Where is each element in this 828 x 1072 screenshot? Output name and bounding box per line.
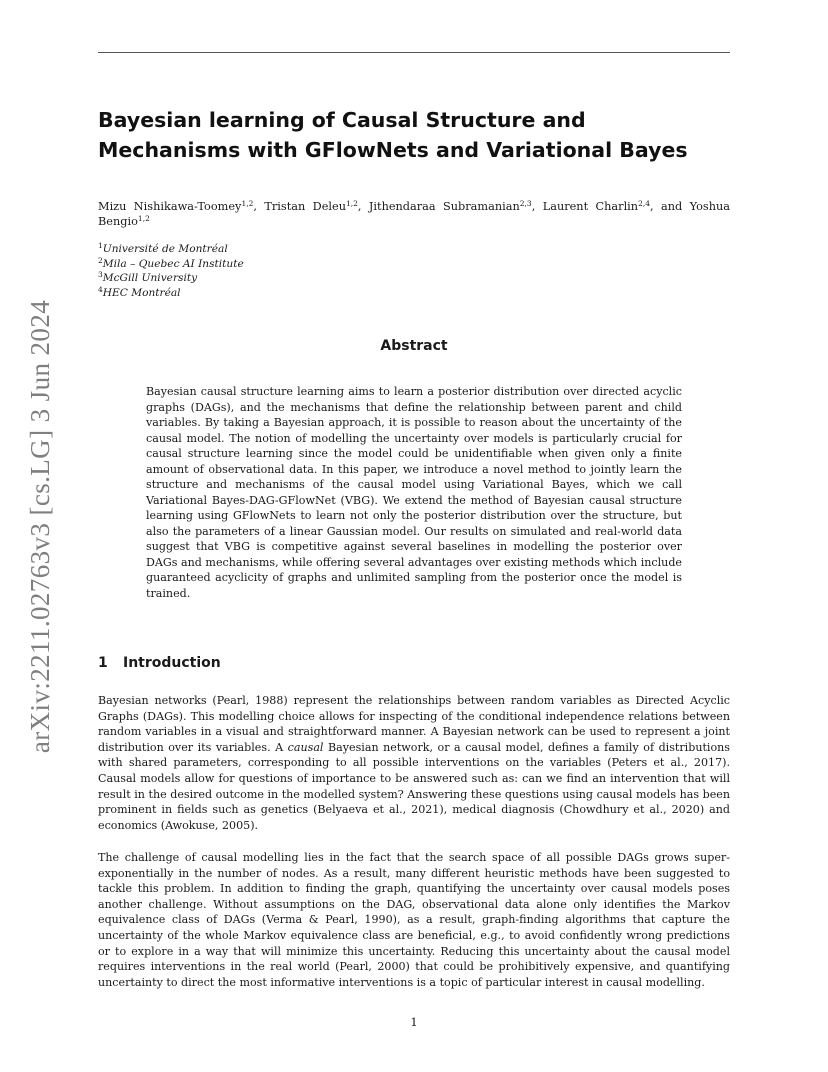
- author: Laurent Charlin$^{2,4}$, and: [542, 199, 690, 213]
- author: Jithendaraa Subramanian$^{2,3}$,: [368, 199, 543, 213]
- author: Yoshua Bengio$^{1,2}$: [98, 200, 731, 228]
- affiliation: $^3$McGill University: [98, 270, 198, 285]
- author: Tristan Deleu$^{1,2}$,: [264, 199, 369, 213]
- affiliation: $^4$HEC Montréal: [98, 285, 181, 300]
- section-title: Introduction: [123, 655, 221, 671]
- intro-paragraph-1: Bayesian networks (Pearl, 1988) represent the relationships between random variables as Directed Acyclic Graphs (DAGs). This modelling choice allows for inspecting of the conditional independence relations between random variables in a visual and straightforward manner. A Bayesian network can be used to represent a joint distribution over its variables. A causal Bayesian network, or a causal model, defines a family of distributions with shared parameters, corresponding to all possible interventions on the variables (Peters et al., 2017). Causal models allow for questions of importance to be answered such as: can we find an intervention that will result in the desired outcome in the modelled system? Answering these questions using causal models has been prominent in fields such as genetics (Belyaeva et al., 2021), medical diagnosis (Chowdhury et al., 2020) and economics (Awokuse, 2005).: [98, 694, 730, 832]
- arxiv-stamp-text: arXiv:2211.02763v3 [cs.LG] 3 Jun 2024: [25, 299, 56, 753]
- section-number: 1: [98, 655, 108, 671]
- arxiv-stamp: [20, 296, 62, 756]
- abstract-heading: Abstract: [380, 338, 448, 354]
- page-number: 1: [410, 1015, 418, 1029]
- author: Mizu Nishikawa-Toomey$^{1,2}$,: [98, 199, 265, 213]
- section-heading: [98, 653, 730, 673]
- author-list: [98, 199, 730, 229]
- abstract-text: Bayesian causal structure learning aims to learn a posterior distribution over directed acyclic graphs (DAGs), and the mechanisms that define the relationship between parent and child variables. By taking a Bayesian approach, it is possible to reason about the uncertainty of the causal model. The notion of modelling the uncertainty over models is particularly crucial for causal structure learning since the model could be unidentifiable when given only a finite amount of observational data. In this paper, we introduce a novel method to jointly learn the structure and mechanisms of the causal model using Variational Bayes, which we call Variational Bayes-DAG-GFlowNet (VBG). We extend the method of Bayesian causal structure learning using GFlowNets to learn not only the posterior distribution over the structure, but also the parameters of a linear Gaussian model. Our results on simulated and real-world data suggest that VBG is competitive against several baselines in modelling the posterior over DAGs and mechanisms, while offering several advantages over existing methods which include guaranteed acyclicity of graphs and unlimited sampling from the posterior once the model is trained.: [146, 385, 682, 600]
- header-rule: [98, 52, 730, 53]
- emphasis: causal: [287, 740, 324, 754]
- affiliation: $^2$Mila – Quebec AI Institute: [98, 255, 244, 270]
- affiliation-list: [98, 242, 498, 301]
- paper-title: Bayesian learning of Causal Structure and Mechanisms with GFlowNets and Variational Bayes: [98, 108, 688, 162]
- affiliation: $^1$Université de Montréal: [98, 241, 228, 255]
- intro-paragraph-2: The challenge of causal modelling lies in the fact that the search space of all possible DAGs grows super-exponentially in the number of nodes. As a result, many different heuristic methods have been suggested to tackle this problem. In addition to finding the graph, quantifying the uncertainty over causal models poses another challenge. Without assumptions on the DAG, observational data alone only identifies the Markov equivalence class of DAGs (Verma & Pearl, 1990), as a result, graph-finding algorithms that capture the uncertainty of the whole Markov equivalence class are beneficial, e.g., to avoid confidently wrong predictions or to explore in a way that will minimize this uncertainty. Reducing this uncertainty about the causal model requires interventions in the real world (Pearl, 2000) that could be prohibitively expensive, and quantifying uncertainty to direct the most informative interventions is a topic of particular interest in causal modelling.: [98, 851, 730, 989]
